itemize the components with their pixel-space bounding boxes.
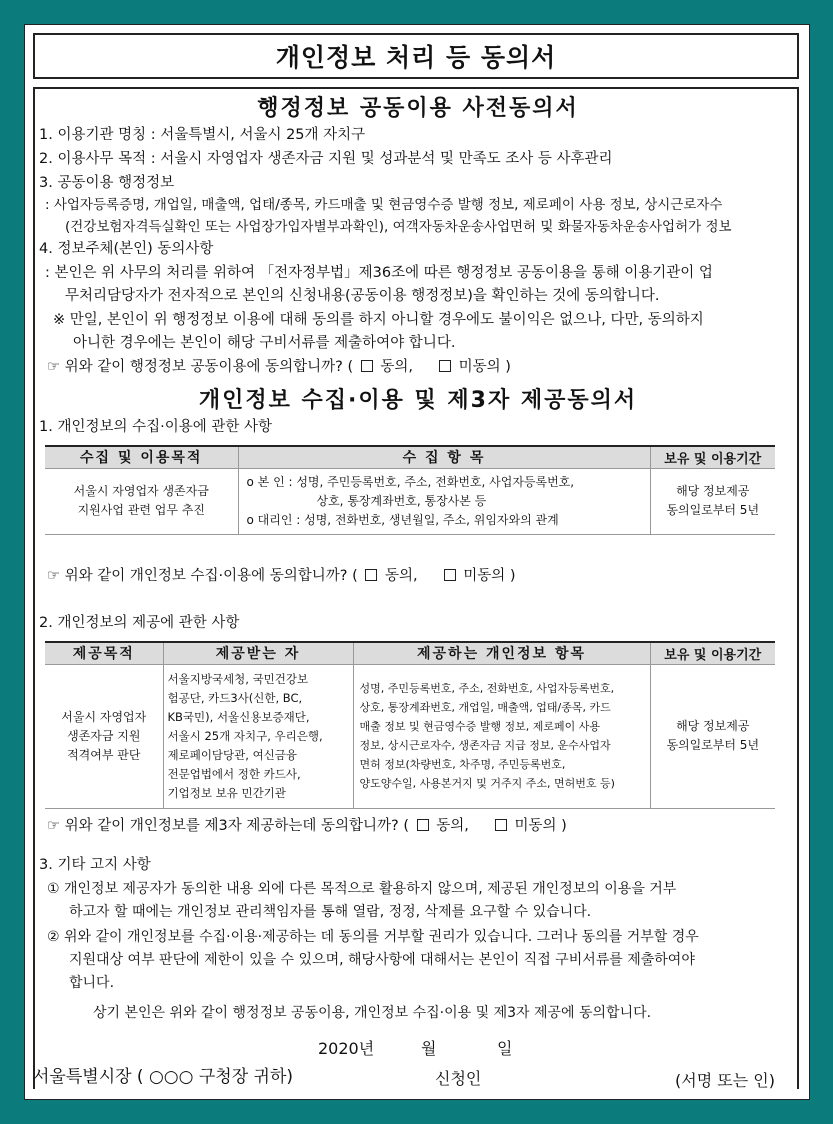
- cell-text: o 본 인 : 성명, 주민등록번호, 주소, 전화번호, 사업자등록번호,: [246, 474, 575, 489]
- consent-question: ☞ 위와 같이 행정정보 공동이용에 동의합니까? (: [47, 359, 354, 375]
- section1-line: : 사업자등록증명, 개업일, 매출액, 업태/종목, 카드매출 및 현금영수증 발행 정보, 제로페이 사용 정보, 상시근로자수: [45, 197, 723, 213]
- notice-line: 합니다.: [69, 975, 115, 991]
- cell-text: KB국민), 서울신용보증재단,: [167, 709, 310, 724]
- section2-heading: 개인정보 수집·이용 및 제3자 제공동의서: [198, 388, 638, 413]
- date-day: 일: [497, 1039, 513, 1058]
- cell-text: 해당 정보제공: [676, 484, 750, 498]
- agree-label: 동의,: [384, 568, 418, 584]
- table-header: 보유 및 이용기간: [650, 642, 775, 664]
- agree-label: 동의,: [380, 359, 413, 375]
- consent-question: ☞ 위와 같이 개인정보를 제3자 제공하는데 동의합니까? (: [47, 818, 409, 834]
- cell-text: 상호, 통장계좌번호, 개업일, 매출액, 업태/종목, 카드: [359, 701, 611, 714]
- table-cell: [45, 468, 238, 534]
- cell-text: 제로페이담당관, 여신금융: [167, 747, 298, 762]
- cell-text: 전문업법에서 정한 카드사,: [167, 766, 301, 781]
- agree-label: 동의,: [436, 818, 469, 834]
- signature-label: (서명 또는 인): [675, 1071, 775, 1090]
- provision-table: [45, 641, 775, 809]
- collection-table: [45, 445, 775, 535]
- consent-row-2: [47, 566, 516, 586]
- notice-line: 아니한 경우에는 본인이 해당 구비서류를 제출하여야 합니다.: [73, 335, 456, 351]
- table-cell: [650, 468, 775, 534]
- disagree-checkbox[interactable]: [439, 360, 451, 372]
- agree-checkbox[interactable]: [365, 569, 377, 581]
- consent-question: ☞ 위와 같이 개인정보 수집·이용에 동의합니까? (: [47, 568, 358, 584]
- table-cell: [45, 664, 163, 808]
- section1-line: 무처리담당자가 전자적으로 본인의 신청내용(공동이용 행정정보)을 확인하는 것에 동의합니다.: [65, 288, 660, 304]
- disagree-label: 미동의 ): [458, 359, 511, 375]
- cell-text: 험공단, 카드3사(신한, BC,: [167, 690, 303, 705]
- disagree-label: 미동의 ): [463, 568, 516, 584]
- document-title: 개인정보 처리 등 동의서: [33, 33, 799, 79]
- cell-text: 상호, 통장계좌번호, 통장사본 등: [316, 493, 487, 508]
- disagree-checkbox[interactable]: [444, 569, 456, 581]
- cell-text: 매출 정보 및 현금영수증 발행 정보, 제로페이 사용: [359, 720, 600, 733]
- notice-line: ① 개인정보 제공자가 동의한 내용 외에 다른 목적으로 활용하지 않으며, 제공된 개인정보의 이용을 거부: [47, 881, 677, 897]
- notice-line: ② 위와 같이 개인정보를 수집·이용·제공하는 데 동의를 거부할 권리가 있습니다. 그러나 동의를 거부할 경우: [47, 929, 699, 945]
- cell-text: 양도양수일, 사용본거지 및 거주지 주소, 면허번호 등): [359, 777, 615, 790]
- cell-text: o 대리인 : 성명, 전화번호, 생년월일, 주소, 위임자와의 관계: [246, 512, 559, 527]
- agree-checkbox[interactable]: [361, 360, 373, 372]
- addressee: 서울특별시장 ( ○○○ 구청장 귀하): [33, 1067, 294, 1087]
- table-cell: [353, 664, 650, 808]
- cell-text: 지원사업 관련 업무 추진: [77, 503, 205, 517]
- cell-text: 면허 정보(차량번호, 차주명, 주민등록번호,: [359, 758, 566, 771]
- table-header: 제공하는 개인정보 항목: [353, 642, 650, 664]
- table-header: 수집 및 이용목적: [45, 446, 238, 468]
- cell-text: 서울시 25개 자치구, 우리은행,: [167, 728, 323, 743]
- cell-text: 기업정보 보유 민간기관: [167, 785, 286, 800]
- cell-text: 해당 정보제공: [676, 719, 750, 733]
- consent-form-body: [33, 87, 799, 1089]
- section1-line: : 본인은 위 사무의 처리를 위하여 「전자정부법」제36조에 따른 행정정보 공동이용을 통해 이용기관이 업: [45, 265, 713, 281]
- agree-checkbox[interactable]: [417, 819, 429, 831]
- section1-heading: 행정정보 공동이용 사전동의서: [257, 96, 579, 121]
- subheading: 2. 개인정보의 제공에 관한 사항: [39, 615, 240, 631]
- disagree-checkbox[interactable]: [495, 819, 507, 831]
- notice-line: ※ 만일, 본인이 위 행정정보 이용에 대해 동의를 하지 아니할 경우에도 불이익은 없으나, 다만, 동의하지: [53, 312, 704, 328]
- section1-line: (건강보험자격득실확인 또는 사업장가입자별부과확인), 여객자동차운송사업면허 및 화물자동차운송사업허가 정보: [65, 219, 732, 235]
- cell-text: 정보, 상시근로자수, 생존자금 지급 정보, 운수사업자: [359, 739, 611, 752]
- section1-line: 4. 정보주체(본인) 동의사항: [39, 241, 214, 257]
- table-cell: [163, 664, 353, 808]
- table-header: 수 집 항 목: [238, 446, 650, 468]
- table-header: 제공목적: [45, 642, 163, 664]
- section1-line: 2. 이용사무 목적 : 서울시 자영업자 생존자금 지원 및 성과분석 및 만족도 조사 등 사후관리: [39, 151, 613, 167]
- notice-line: 지원대상 여부 판단에 제한이 있을 수 있으며, 해당사항에 대해서는 본인이 직접 구비서류를 제출하여야: [69, 952, 695, 968]
- section1-line: 1. 이용기관 명칭 : 서울특별시, 서울시 25개 자치구: [39, 127, 366, 143]
- table-header: 보유 및 이용기간: [650, 446, 775, 468]
- date-month: 월: [421, 1039, 437, 1058]
- final-statement: 상기 본인은 위와 같이 행정정보 공동이용, 개인정보 수집·이용 및 제3자 제공에 동의합니다.: [93, 1005, 652, 1021]
- cell-text: 서울지방국세청, 국민건강보: [167, 671, 309, 686]
- cell-text: 동의일로부터 5년: [666, 503, 760, 517]
- cell-text: 동의일로부터 5년: [666, 738, 760, 752]
- table-cell: [238, 468, 650, 534]
- table-header: 제공받는 자: [163, 642, 353, 664]
- date-year: 2020년: [318, 1039, 375, 1058]
- notice-line: 하고자 할 때에는 개인정보 관리책임자를 통해 열람, 정정, 삭제를 요구할 수 있습니다.: [69, 904, 592, 920]
- cell-text: 서울시 자영업자: [61, 709, 147, 724]
- subheading: 1. 개인정보의 수집·이용에 관한 사항: [39, 419, 272, 435]
- subheading: 3. 기타 고지 사항: [39, 857, 151, 873]
- section1-line: 3. 공동이용 행정정보: [39, 175, 175, 191]
- cell-text: 적격여부 판단: [67, 747, 141, 762]
- cell-text: 성명, 주민등록번호, 주소, 전화번호, 사업자등록번호,: [359, 682, 615, 695]
- disagree-label: 미동의 ): [514, 818, 567, 834]
- table-cell: [650, 664, 775, 808]
- consent-row-3: [47, 816, 567, 836]
- applicant-label: 신청인: [435, 1069, 482, 1088]
- document-page: [24, 24, 810, 1100]
- cell-text: 생존자금 지원: [67, 728, 141, 743]
- consent-row-1: [47, 357, 511, 377]
- cell-text: 서울시 자영업자 생존자금: [73, 484, 209, 498]
